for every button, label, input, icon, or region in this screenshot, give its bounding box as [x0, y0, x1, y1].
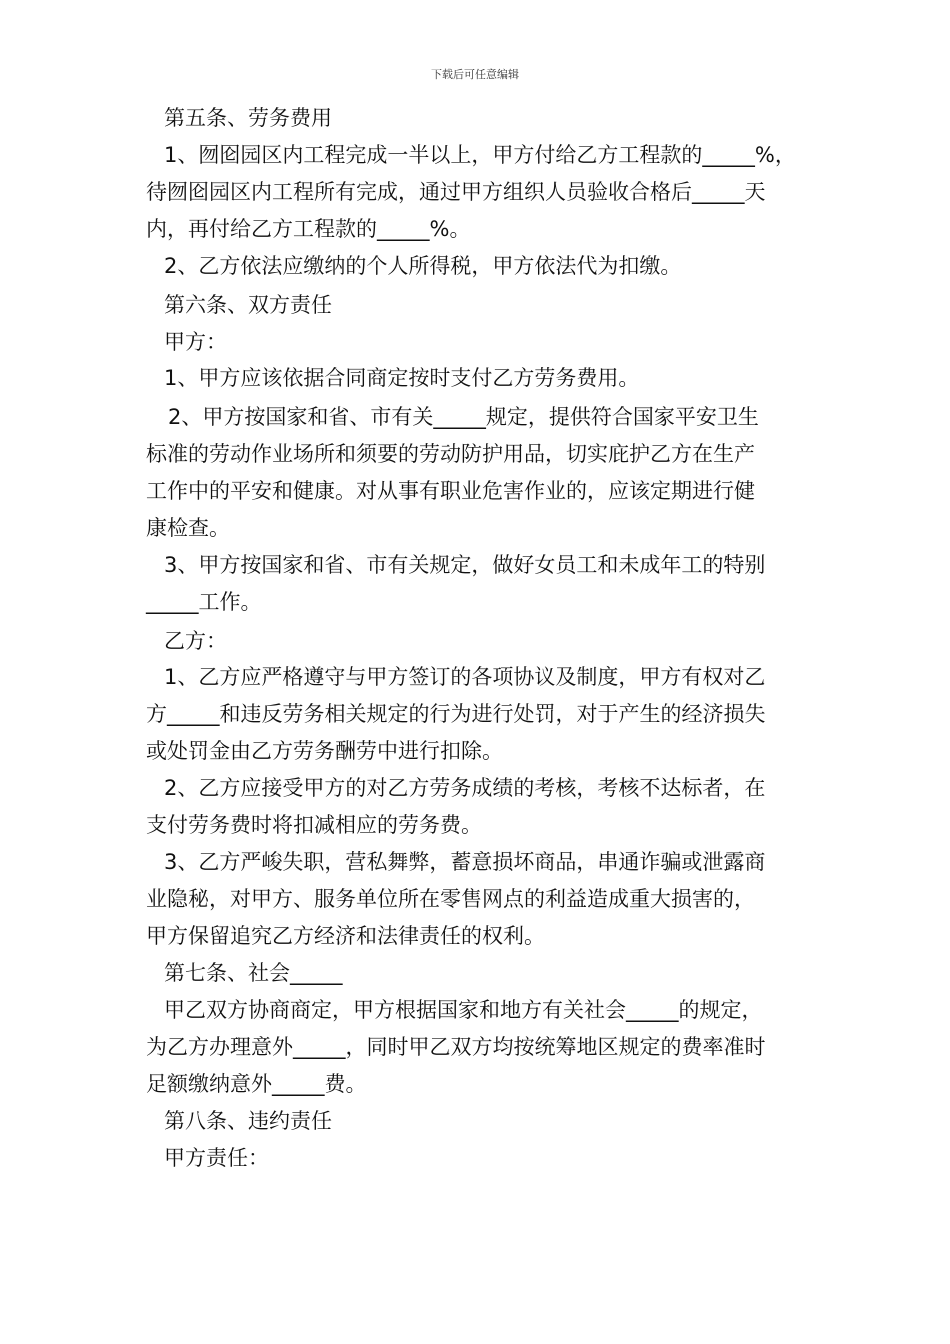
- body-line: 足额缴纳意外_____费。: [146, 1072, 367, 1096]
- body-line: 3、甲方按国家和省、市有关规定，做好女员工和未成年工的特别: [164, 553, 766, 577]
- body-line: 第八条、违约责任: [164, 1109, 332, 1133]
- body-line: 3、乙方严峻失职，营私舞弊，蓄意损坏商品，串通诈骗或泄露商: [164, 850, 766, 874]
- body-line: 2、乙方依法应缴纳的个人所得税，甲方依法代为扣缴。: [164, 254, 682, 278]
- body-line: 乙方：: [164, 629, 227, 653]
- body-line: 甲方：: [164, 330, 227, 354]
- body-line: 工作中的平安和健康。对从事有职业危害作业的，应该定期进行健: [146, 479, 755, 503]
- body-line: 甲乙双方协商商定，甲方根据国家和地方有关社会_____的规定，: [164, 998, 763, 1022]
- body-line: 康检查。: [146, 516, 230, 540]
- body-line: 1、乙方应严格遵守与甲方签订的各项协议及制度，甲方有权对乙: [164, 665, 766, 689]
- body-line: 内，再付给乙方工程款的_____%。: [146, 217, 471, 241]
- body-line: 第七条、社会_____: [164, 961, 343, 985]
- body-line: 2、乙方应接受甲方的对乙方劳务成绩的考核，考核不达标者，在: [164, 776, 766, 800]
- body-line: _____工作。: [146, 590, 262, 614]
- body-line: 待囫囵园区内工程所有完成，通过甲方组织人员验收合格后_____天: [146, 180, 766, 204]
- body-line: 第五条、劳务费用: [164, 106, 332, 130]
- body-line: 第六条、双方责任: [164, 293, 332, 317]
- body-line: 1、甲方应该依据合同商定按时支付乙方劳务费用。: [164, 366, 640, 390]
- body-line: 方_____和违反劳务相关规定的行为进行处罚，对于产生的经济损失: [146, 702, 766, 726]
- body-line: 标准的劳动作业场所和须要的劳动防护用品，切实庇护乙方在生产: [146, 442, 755, 466]
- body-line: 1、囫囵园区内工程完成一半以上，甲方付给乙方工程款的_____%，: [164, 143, 796, 167]
- body-line: 为乙方办理意外_____，同时甲乙双方均按统筹地区规定的费率准时: [146, 1035, 766, 1059]
- body-line: 支付劳务费时将扣减相应的劳务费。: [146, 813, 482, 837]
- body-line: 甲方保留追究乙方经济和法律责任的权利。: [146, 924, 545, 948]
- body-line: 2、甲方按国家和省、市有关_____规定，提供符合国家平安卫生: [168, 405, 759, 429]
- page-header-note: 下载后可任意编辑: [431, 68, 519, 81]
- body-line: 甲方责任：: [164, 1146, 269, 1170]
- body-line: 业隐秘，对甲方、服务单位所在零售网点的利益造成重大损害的，: [146, 887, 755, 911]
- body-line: 或处罚金由乙方劳务酬劳中进行扣除。: [146, 739, 503, 763]
